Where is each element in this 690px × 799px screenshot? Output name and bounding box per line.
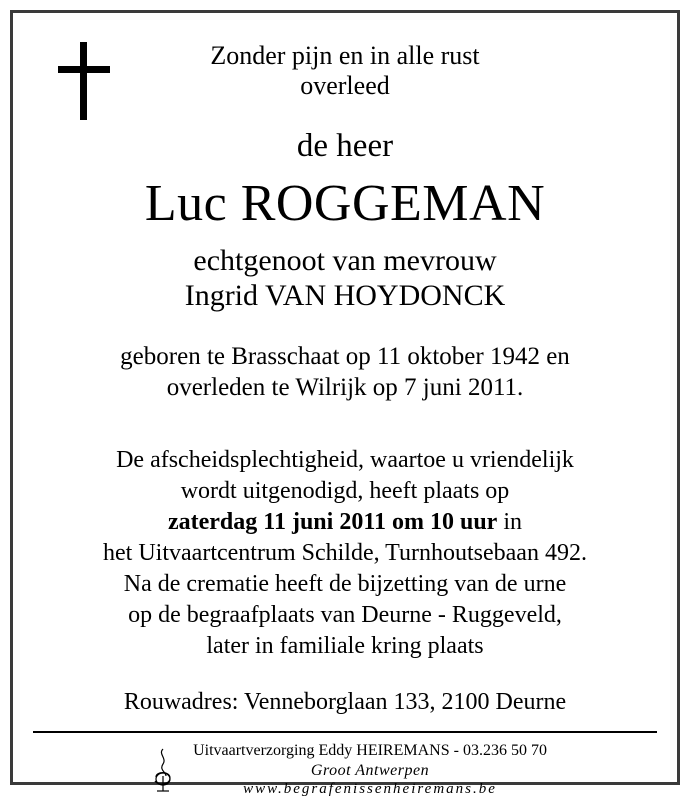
salutation: de heer <box>296 128 394 164</box>
footer <box>33 733 657 799</box>
spouse-info <box>33 243 657 313</box>
death-line: overleden te Wilrijk op 7 juni 2011. <box>166 374 524 401</box>
footer-region: Groot Antwerpen <box>310 762 430 779</box>
ceremony-line-3-tail: in <box>497 509 522 535</box>
cross-vertical-bar <box>80 42 87 120</box>
ceremony-line-1: De afscheidsplechtigheid, waartoe u vriendelijk <box>116 447 574 473</box>
card-frame <box>10 10 680 797</box>
ceremony-line-7: later in familiale kring plaats <box>206 633 484 659</box>
ceremony-datetime: zaterdag 11 juni 2011 om 10 uur <box>167 509 498 535</box>
footer-website: www.begrafenissenheiremans.be <box>243 781 497 797</box>
ceremony-line-6: op de begraafplaats van Deurne - Ruggeveld, <box>128 602 562 628</box>
mourning-address: Rouwadres: Venneborglaan 133, 2100 Deurne <box>123 689 567 715</box>
spouse-label: echtgenoot van mevrouw <box>193 244 497 277</box>
deceased-name: Luc ROGGEMAN <box>144 175 546 232</box>
intro-line-1: Zonder pijn en in alle rust <box>210 41 480 70</box>
cross-icon <box>58 42 112 120</box>
intro-line-2: overleed <box>300 71 390 100</box>
ceremony-line-4: het Uitvaartcentrum Schilde, Turnhoutsebaan 492. <box>103 540 587 566</box>
ceremony-line-3 <box>33 507 657 538</box>
ceremony-line-5: Na de crematie heeft de bijzetting van de urne <box>123 571 567 597</box>
footer-company: Uitvaartverzorging Eddy HEIREMANS - 03.236 50 70 <box>193 742 547 759</box>
ceremony-info <box>33 445 657 662</box>
intro-text <box>33 41 657 101</box>
birth-line: geboren te Brasschaat op 11 oktober 1942 en <box>120 343 570 370</box>
ceremony-line-2: wordt uitgenodigd, heeft plaats op <box>180 478 510 504</box>
birth-death-info <box>33 341 657 403</box>
spouse-name: Ingrid VAN HOYDONCK <box>184 279 506 312</box>
footer-text <box>193 741 547 799</box>
cross-horizontal-bar <box>58 66 110 73</box>
funeral-home-logo-icon <box>143 744 183 796</box>
